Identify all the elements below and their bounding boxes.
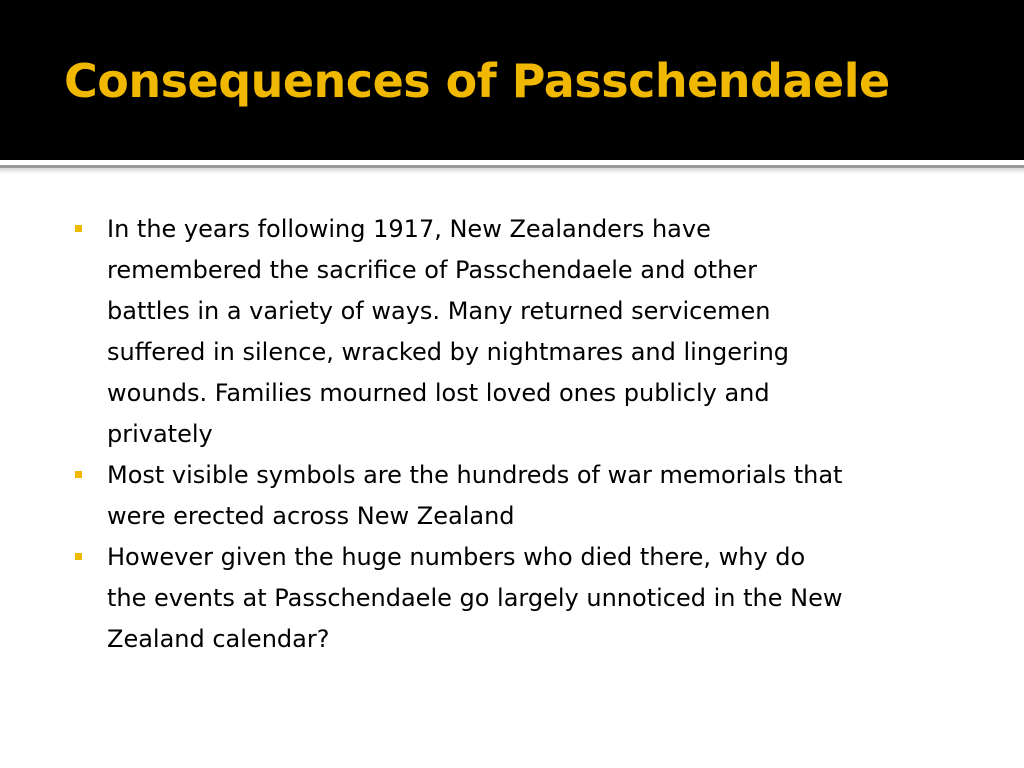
bullet-text-line: suffered in silence, wracked by nightmares and lingering [107, 338, 790, 366]
title-divider-shadow [0, 168, 1024, 174]
bullet-item [74, 209, 974, 455]
bullet-square-icon [75, 225, 82, 232]
bullet-square-icon [75, 471, 82, 478]
bullet-text-line: battles in a variety of ways. Many returned servicemen [107, 297, 771, 325]
bullet-text-line: the events at Passchendaele go largely unnoticed in the New [107, 584, 843, 612]
bullet-list [74, 209, 974, 660]
bullet-text-line: remembered the sacrifice of Passchendaele and other [107, 256, 758, 284]
bullet-square-icon [75, 553, 82, 560]
bullet-item [74, 455, 974, 537]
bullet-text-line: privately [107, 420, 213, 448]
bullet-text-line: However given the huge numbers who died there, why do [107, 543, 806, 571]
bullet-text-line: In the years following 1917, New Zealanders have [107, 215, 711, 243]
bullet-text-line: Zealand calendar? [107, 625, 330, 653]
bullet-text-line: wounds. Families mourned lost loved ones publicly and [107, 379, 770, 407]
bullet-text-line: Most visible symbols are the hundreds of war memorials that [107, 461, 843, 489]
bullet-text-line: were erected across New Zealand [107, 502, 515, 530]
bullet-item [74, 537, 974, 660]
slide-title: Consequences of Passchendaele [64, 54, 890, 108]
title-banner [0, 0, 1024, 160]
